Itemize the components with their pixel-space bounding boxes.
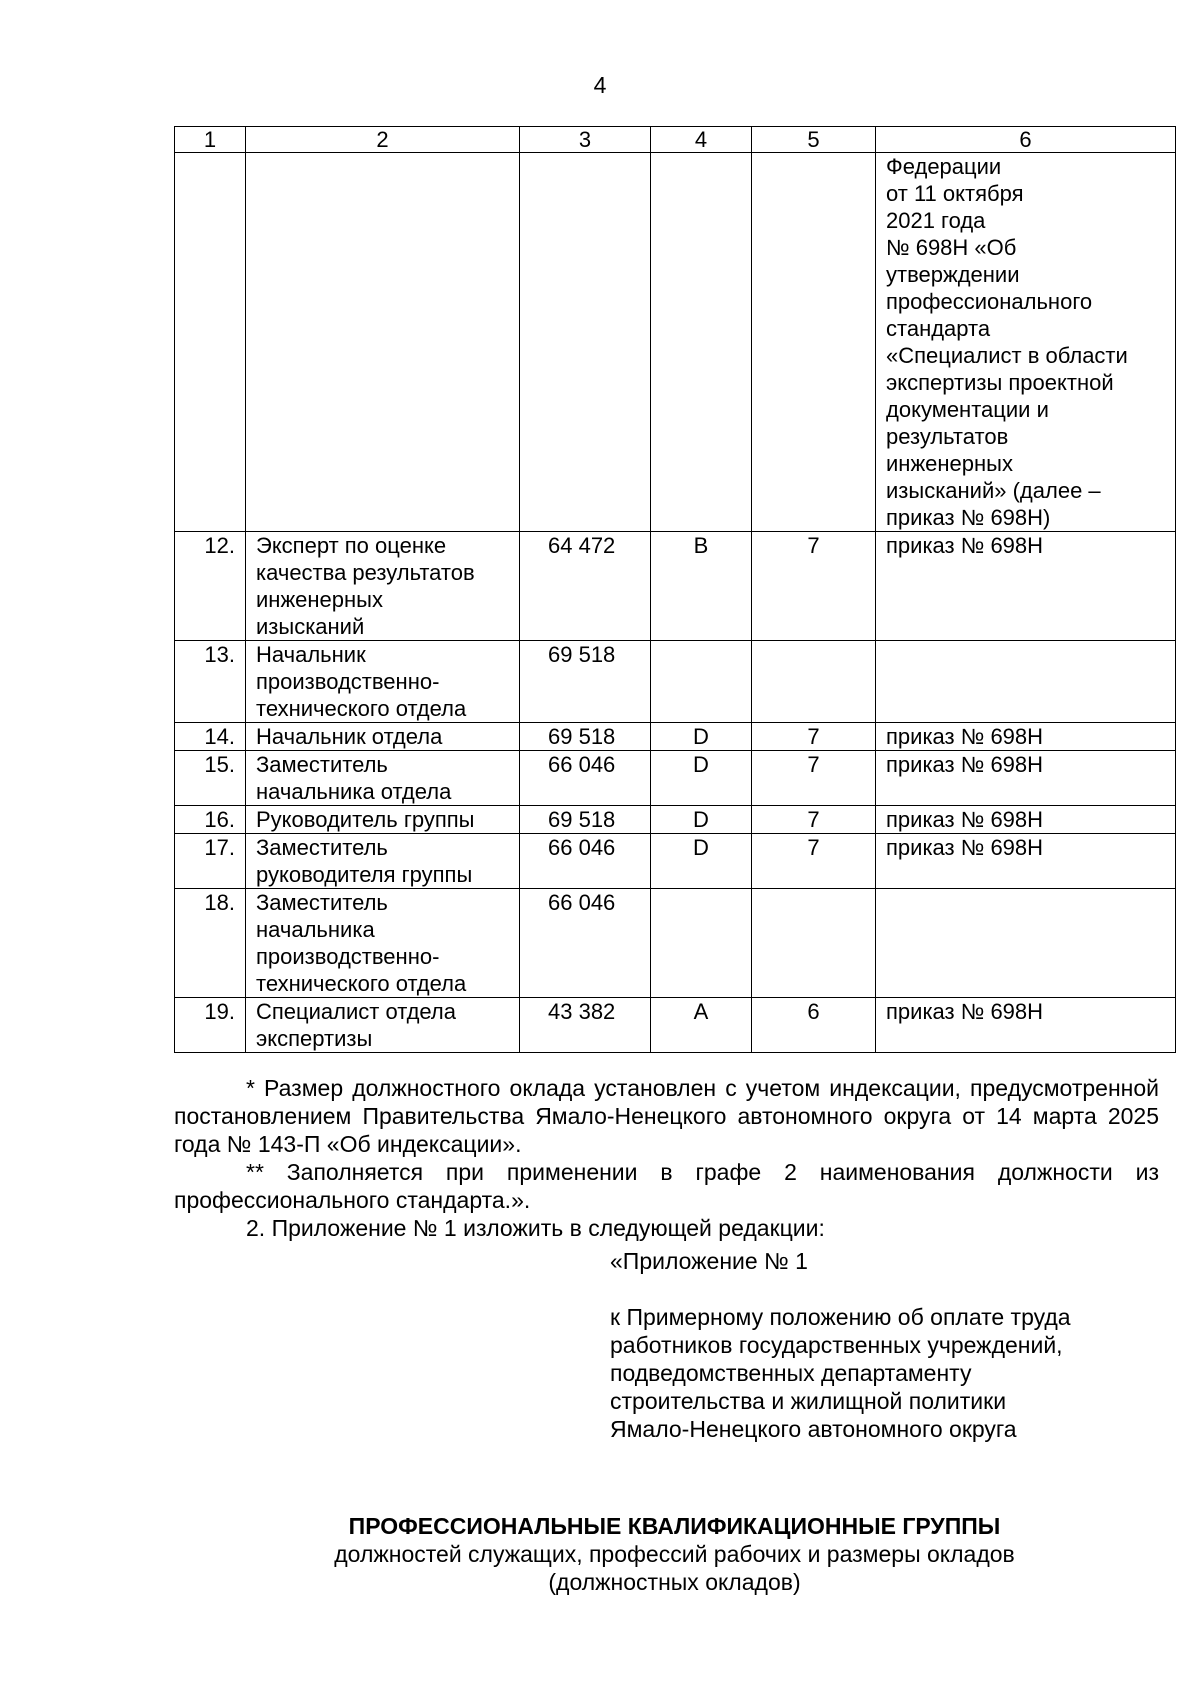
salary-value: 64 472 [520,532,651,641]
table-row [175,532,1176,641]
row-number: 17. [175,834,246,889]
salary-value: 69 518 [520,806,651,834]
basis-text-line: утверждении [886,262,1020,287]
salary-value: 66 046 [520,834,651,889]
basis-text-line: результатов [886,424,1009,449]
section-heading [174,1512,1175,1596]
salary-value: 66 046 [520,889,651,998]
page-number: 4 [593,72,607,98]
table-row [175,641,1176,723]
qualification-subgroup [752,641,876,723]
qualification-subgroup [752,889,876,998]
appendix-line: работников государственных учреждений, [610,1332,1063,1358]
table-row [175,998,1176,1053]
position-name [246,723,520,751]
basis-text-line: изысканий» (далее – [886,478,1101,503]
column-header: 4 [651,127,752,153]
basis-text-line: «Специалист в области [886,343,1128,368]
section-subtitle: (должностных окладов) [548,1569,801,1595]
salary-value: 43 382 [520,998,651,1053]
basis-text-line: профессионального [886,289,1093,314]
basis-document: приказ № 698Н [876,532,1176,641]
qualification-level: D [651,723,752,751]
qualification-subgroup: 7 [752,834,876,889]
position-name-line: Начальник отдела [256,724,443,749]
position-name-line: технического отдела [256,971,467,996]
table-header-row [175,127,1176,153]
basis-document [876,641,1176,723]
position-name [246,834,520,889]
table-row [175,889,1176,998]
row-number: 15. [175,751,246,806]
appendix-header [610,1247,1170,1443]
qualification-level [651,889,752,998]
position-name-line: экспертизы [256,1026,373,1051]
basis-text-line: экспертизы проектной [886,370,1114,395]
position-name-line: Заместитель [256,890,388,915]
appendix-line: к Примерному положению об оплате труда [610,1304,1071,1330]
position-name-line: производственно- [256,944,440,969]
section-subtitle: должностей служащих, профессий рабочих и размеры окладов [334,1541,1015,1567]
position-name [246,751,520,806]
row-number: 16. [175,806,246,834]
position-name-line: Специалист отдела [256,999,456,1024]
basis-text-line: приказ № 698Н) [886,505,1051,530]
appendix-title: «Приложение № 1 [610,1248,808,1274]
amendment-paragraph: 2. Приложение № 1 изложить в следующей редакции: [246,1215,825,1241]
appendix-line: подведомственных департаменту [610,1360,972,1386]
position-name-line: качества результатов [256,560,475,585]
footnote-standard: ** Заполняется при применении в графе 2 наименования должности из профессионального стандарта.». [174,1159,1159,1213]
footnotes [174,1074,1159,1242]
footnote-indexation: * Размер должностного оклада установлен с учетом индексации, предусмотренной постановлением Правительства Ямало-Ненецкого автономного округа от 14 марта 2025 года № 143-П «Об индексации». [174,1075,1159,1157]
table-row [175,723,1176,751]
position-name-line: Заместитель [256,752,388,777]
continuation-row [175,153,1176,532]
appendix-line: Ямало-Ненецкого автономного округа [610,1416,1017,1442]
qualification-level [651,641,752,723]
salary-value: 69 518 [520,723,651,751]
basis-document: приказ № 698Н [876,751,1176,806]
qualification-subgroup: 7 [752,806,876,834]
position-name-line: технического отдела [256,696,467,721]
row-number: 12. [175,532,246,641]
position-name [246,532,520,641]
qualification-subgroup: 7 [752,532,876,641]
position-name-line: начальника [256,917,375,942]
position-name-line: Начальник [256,642,366,667]
qualification-level: В [651,532,752,641]
basis-text-line: инженерных [886,451,1013,476]
table-row [175,751,1176,806]
position-name-line: изысканий [256,614,365,639]
row-number: 19. [175,998,246,1053]
basis-text-line: документации и [886,397,1049,422]
appendix-line: строительства и жилищной политики [610,1388,1007,1414]
qualification-subgroup: 7 [752,723,876,751]
position-name-line: инженерных [256,587,383,612]
position-name-line: начальника отдела [256,779,452,804]
row-number: 18. [175,889,246,998]
qualification-subgroup: 7 [752,751,876,806]
basis-document: приказ № 698Н [876,834,1176,889]
position-name [246,641,520,723]
position-name-line: руководителя группы [256,862,473,887]
table-row [175,806,1176,834]
row-number: 14. [175,723,246,751]
basis-document: приказ № 698Н [876,723,1176,751]
position-name [246,889,520,998]
basis-text-line: № 698Н «Об [886,235,1017,260]
salary-value: 69 518 [520,641,651,723]
basis-text-line: стандарта [886,316,991,341]
row-number: 13. [175,641,246,723]
position-name-line: Эксперт по оценке [256,533,447,558]
positions-table [174,126,1176,1053]
qualification-level: D [651,751,752,806]
position-name-line: Руководитель группы [256,807,475,832]
position-name-line: производственно- [256,669,440,694]
basis-document: приказ № 698Н [876,998,1176,1053]
basis-document: приказ № 698Н [876,806,1176,834]
column-header: 6 [876,127,1176,153]
position-name [246,998,520,1053]
qualification-level: D [651,834,752,889]
column-header: 5 [752,127,876,153]
column-header: 3 [520,127,651,153]
basis-document [876,889,1176,998]
table-row [175,834,1176,889]
basis-continuation-cell [876,153,1176,532]
basis-text-line: Федерации [886,154,1002,179]
column-header: 1 [175,127,246,153]
position-name [246,806,520,834]
basis-text-line: от 11 октября [886,181,1024,206]
qualification-level: D [651,806,752,834]
column-header: 2 [246,127,520,153]
section-title: ПРОФЕССИОНАЛЬНЫЕ КВАЛИФИКАЦИОННЫЕ ГРУППЫ [348,1513,1001,1539]
qualification-subgroup: 6 [752,998,876,1053]
position-name-line: Заместитель [256,835,388,860]
salary-value: 66 046 [520,751,651,806]
qualification-level: А [651,998,752,1053]
basis-text-line: 2021 года [886,208,986,233]
